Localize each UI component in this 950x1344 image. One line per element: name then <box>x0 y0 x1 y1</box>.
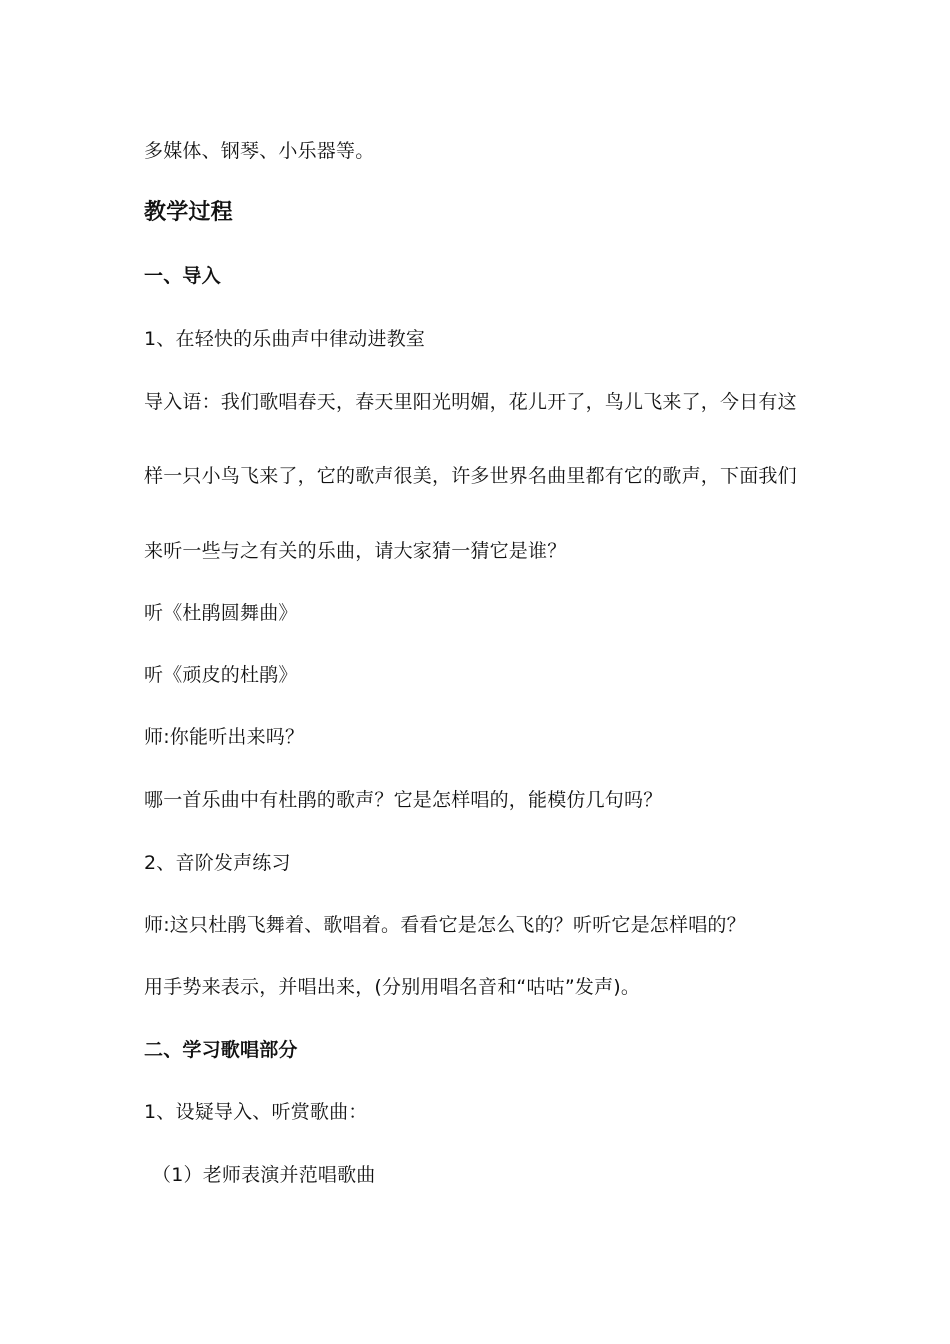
teacher-question-1: 师:你能听出来吗？ <box>144 726 305 748</box>
gesture-instruction: 用手势来表示，并唱出来，(分别用唱名音和“咕咕”发声)。 <box>144 976 641 998</box>
intro-line-3: 来听一些与之有关的乐曲，请大家猜一猜它是谁？ <box>144 540 567 562</box>
materials-text: 多媒体、钢琴、小乐器等。 <box>144 140 375 162</box>
intro-line-2: 样一只小鸟飞来了，它的歌声很美，许多世界名曲里都有它的歌声，下面我们 <box>144 465 797 487</box>
teacher-question-2: 师:这只杜鹃飞舞着、歌唱着。看看它是怎么飞的？听听它是怎样唱的？ <box>144 914 746 936</box>
part2-heading: 二、学习歌唱部分 <box>144 1039 298 1061</box>
listen-item-2: 听《顽皮的杜鹃》 <box>144 664 298 686</box>
listen-item-1: 听《杜鹃圆舞曲》 <box>144 602 298 624</box>
part1-item2: 2、音阶发声练习 <box>144 852 291 874</box>
part1-heading: 一、导入 <box>144 265 221 287</box>
part2-item1: 1、设疑导入、听赏歌曲： <box>144 1101 368 1123</box>
question-2: 哪一首乐曲中有杜鹃的歌声？它是怎样唱的，能模仿几句吗？ <box>144 789 663 811</box>
part2-sub1: （1）老师表演并范唱歌曲 <box>152 1164 376 1186</box>
part1-item1: 1、在轻快的乐曲声中律动进教室 <box>144 328 426 350</box>
section-title: 教学过程 <box>144 200 233 225</box>
intro-line-1: 导入语：我们歌唱春天，春天里阳光明媚，花儿开了，鸟儿飞来了，今日有这 <box>144 391 797 413</box>
